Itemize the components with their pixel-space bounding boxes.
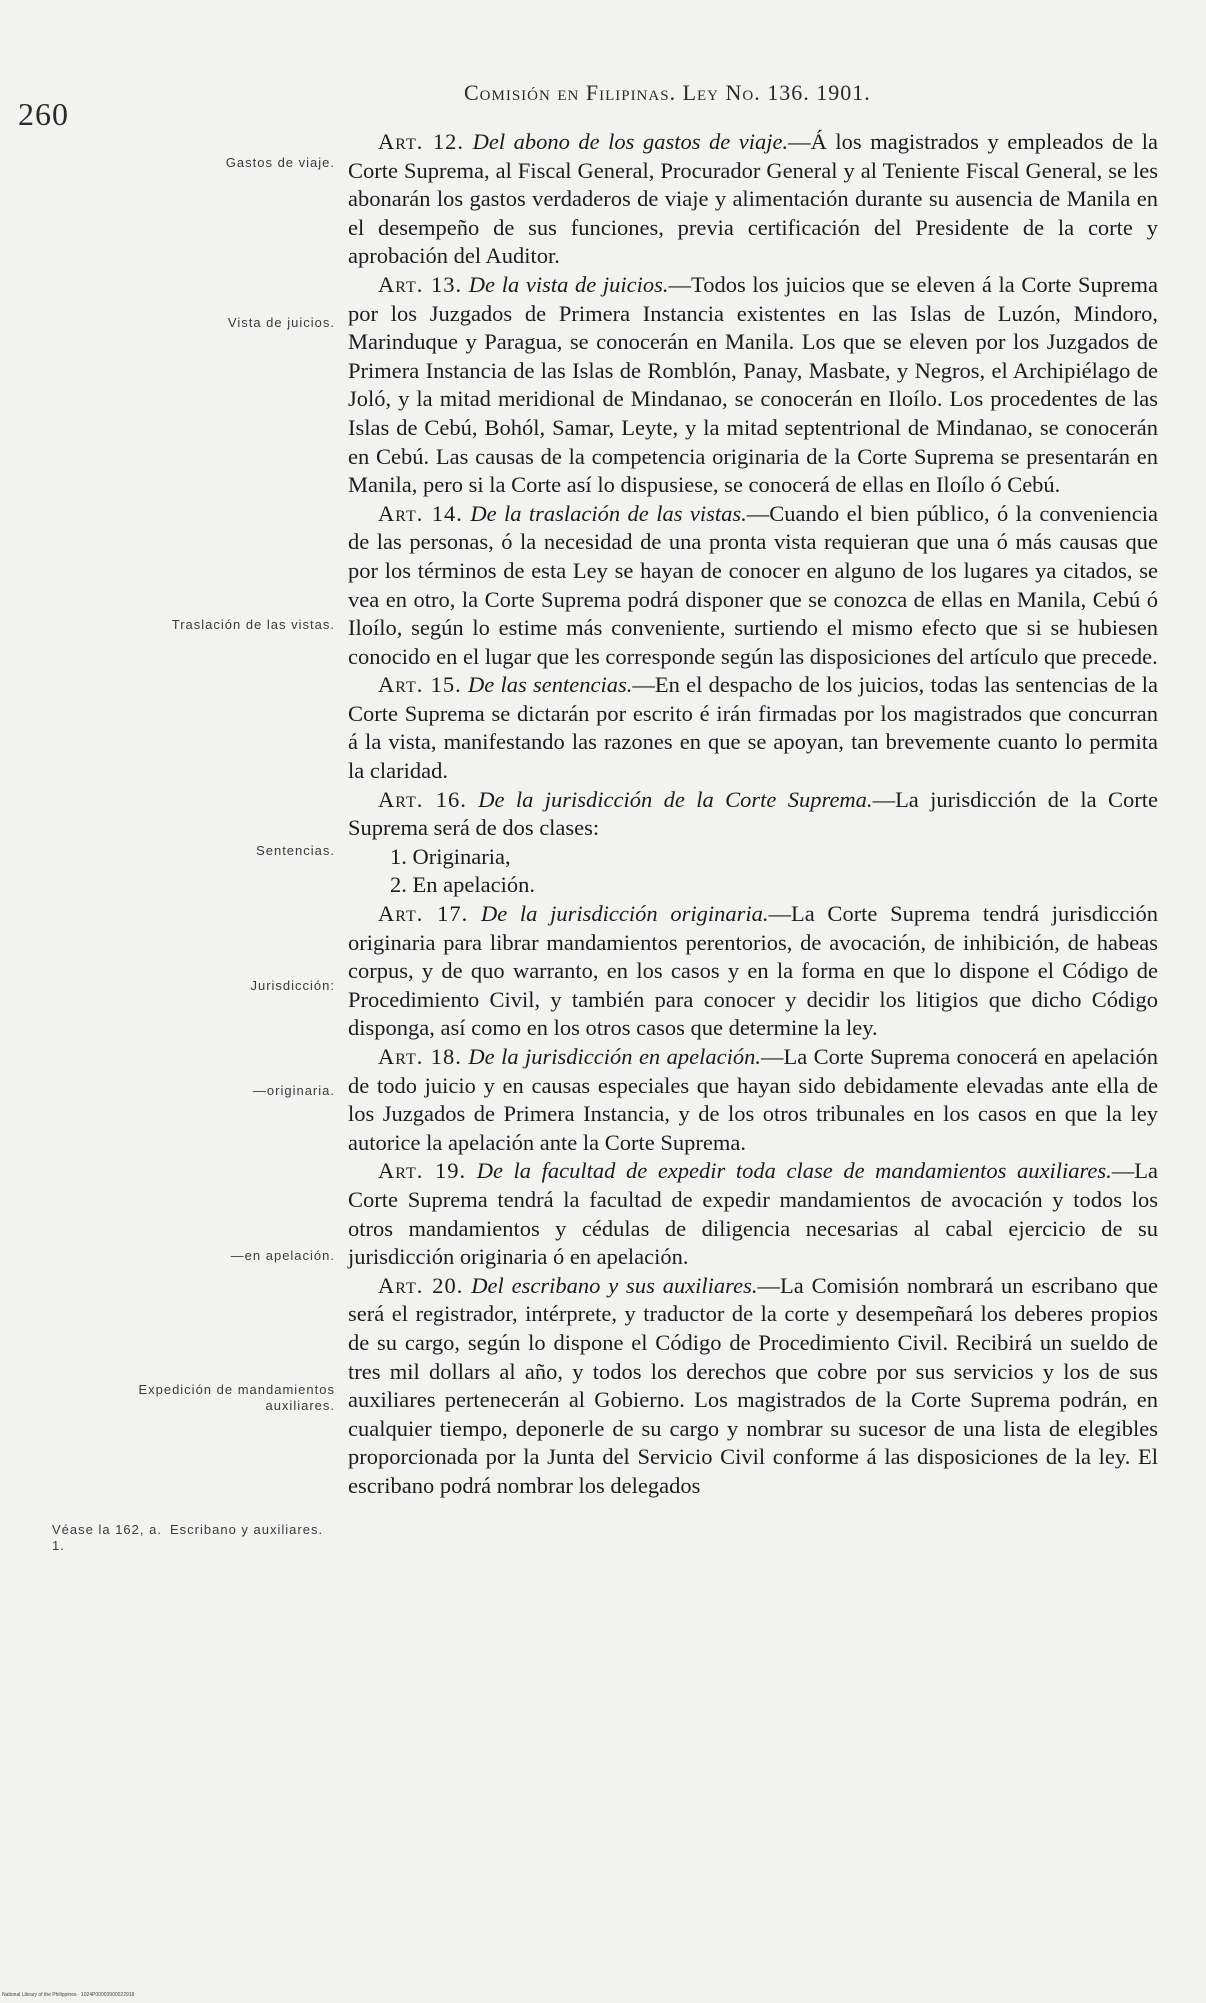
article-13: Art. 13. De la vista de juicios.—Todos los juicios que se eleven á la Corte Suprema por los Juzgados de Primera Instancia existentes en las Islas de Luzón, Mindoro, Marinduque y Paragua, se conocerán en Manila. Los que se eleven por los Juzgados de Primera Instancia de las Islas de Romblón, Panay, Masbate, y Negros, el Archipiélago de Joló, y la mitad meridional de Mindanao, se conocerán en Iloílo. Los procedentes de las Islas de Cebú, Bohól, Samar, Leyte, y la mitad septentrional de Mindanao, se conocerán en Cebú. Las causas de la competencia originaria de la Corte Suprema se presentarán en Manila, pero si la Corte así lo dispusiese, se conocerá de ellas en Iloílo ó Cebú. [348, 271, 1158, 498]
running-head: Comisión en Filipinas. Ley No. 136. 1901. [464, 80, 871, 105]
article-14: Art. 14. De la traslación de las vistas.—Cuando el bien público, ó la conveniencia de las personas, ó la necesidad de una pronta vista requieran que una ó más causas que por los términos de esta Ley se hayan de conocer en alguno de los lugares ya citados, se vea en otro, la Corte Suprema podrá disponer que se conozca de ellas en Manila, Cebú ó Iloílo, según lo estime más conveniente, surtiendo el mismo efecto que si se hubiesen conocido en el lugar que les corresponde según las disposiciones del artículo que precede. [348, 500, 1159, 669]
margin-note-gastos: Gastos de viaje. [225, 155, 335, 170]
margin-note-vista: Vista de juicios. [227, 315, 335, 330]
article-17: Art. 17. De la jurisdicción originaria.—La Corte Suprema tendrá jurisdicción originaria para librar mandamientos perentorios, de avocación, de inhibición, de habeas corpus, y de quo warranto, en los casos y en la forma en que lo dispone el Código de Procedimiento Civil, y también para conocer y decidir los litigios que dicho Código disponga, así como en los otros casos que determine la ley. [348, 901, 1159, 1041]
article-16: Art. 16. De la jurisdicción de la Corte Suprema.—La jurisdicción de la Corte Suprema será de dos clases: [348, 786, 1159, 841]
list-item-apelacion: 2. En apelación. [390, 872, 535, 898]
page-number: 260 [18, 96, 69, 132]
article-12: Art. 12. Del abono de los gastos de viaje.—Á los magistrados y empleados de la Corte Suprema, al Fiscal General, Procurador General y al Teniente Fiscal General, se les abonarán los gastos verdaderos de viaje y alimentación durante su ausencia de Manila en el desempeño de sus funciones, previa certificación del Presidente de la corte y aprobación del Auditor. [348, 129, 1159, 269]
margin-note-originaria: —originaria. [252, 1083, 335, 1098]
scan-footer: National Library of the Philippines · 1024P00003900022918 [2, 1992, 135, 1998]
margin-note-escribano: Escribano y auxiliares. [170, 1522, 324, 1537]
article-19: Art. 19. De la facultad de expedir toda clase de mandamientos auxiliares.—La Corte Suprema tendrá la facultad de expedir mandamientos de avocación y todos los otros mandamientos y cédulas de diligencia necesarias al cabal ejercicio de su jurisdicción originaria ó en apelación. [348, 1158, 1159, 1270]
margin-note-apelacion: —en apelación. [230, 1248, 335, 1263]
margin-note-expedicion: Expedición de mandamientos auxiliares. [138, 1382, 335, 1413]
list-item-originaria: 1. Originaria, [390, 843, 511, 869]
margin-note-vease: Véase la 162, a. 1. [52, 1522, 162, 1553]
article-20: Art. 20. Del escribano y sus auxiliares.—La Comisión nombrará un escribano que será el registrador, intérprete, y traductor de la corte y desempeñará los deberes propios de su cargo, según lo dispone el Código de Procedimiento Civil. Recibirá un sueldo de tres mil dollars al año, y todos los derechos que cobre por sus servicios y los de sus auxiliares pertenecerán al Gobierno. Los magistrados de la Corte Suprema podrán, en cualquier tiempo, deponerle de su cargo y nombrar su sucesor de una lista de elegibles proporcionada por la Junta del Servicio Civil conforme á las disposiciones de la ley. El escribano podrá nombrar los delegados [348, 1272, 1158, 1498]
margin-note-traslacion: Traslación de las vistas. [171, 617, 335, 632]
body-text [348, 128, 1158, 1501]
article-18: Art. 18. De la jurisdicción en apelación.—La Corte Suprema conocerá en apelación de todo juicio y en causas especiales que hayan sido debidamente elevadas ante ella de los Juzgados de Primera Instancia, y de los otros tribunales en los casos en que la ley autorice la apelación ante la Corte Suprema. [348, 1044, 1159, 1155]
article-15: Art. 15. De las sentencias.—En el despacho de los juicios, todas las sentencias de la Corte Suprema se dictarán por escrito é irán firmadas por los magistrados que concurran á la vista, manifestando las razones en que se apoyan, tan brevemente cuanto lo permita la claridad. [348, 672, 1158, 784]
margin-note-jurisdiccion: Jurisdicción: [250, 978, 335, 993]
margin-note-sentencias: Sentencias. [256, 843, 335, 858]
